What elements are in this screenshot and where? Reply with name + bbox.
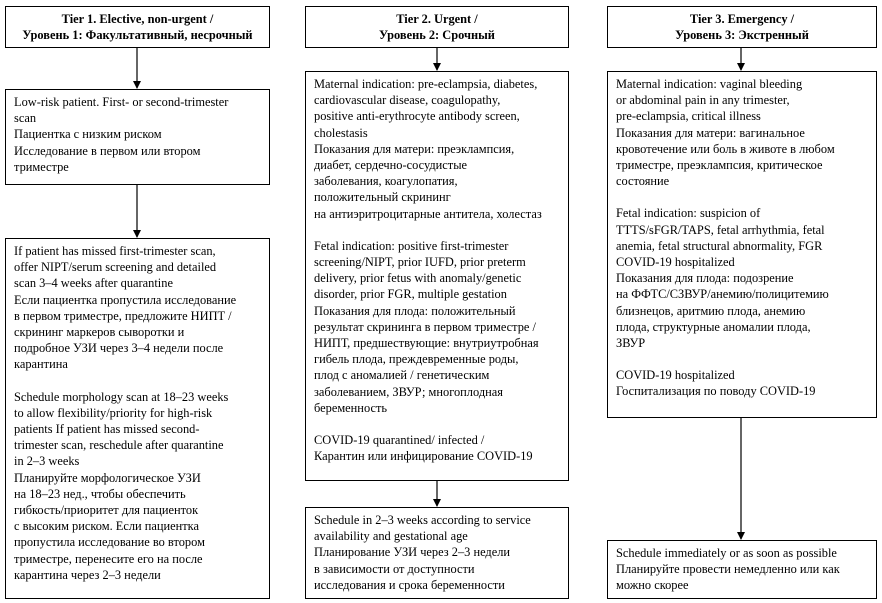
box-text-line: availability and gestational age bbox=[314, 529, 468, 544]
box-text-line: COVID-19 hospitalized bbox=[616, 368, 735, 383]
box-text-line: результат скрининга в первом триместре / bbox=[314, 319, 536, 334]
box-text-line: cholestasis bbox=[314, 125, 368, 140]
box-text-line: исследования и срока беременности bbox=[314, 577, 505, 592]
box-text-line: disorder, prior FGR, multiple gestation bbox=[314, 287, 507, 302]
box-text-line: кровотечение или боль в животе в любом bbox=[616, 141, 835, 156]
tier3-indications-box bbox=[607, 71, 877, 418]
box-text-line: Исследование в первом или втором bbox=[14, 143, 201, 158]
box-text-line: на 18–23 нед., чтобы обеспечить bbox=[14, 486, 186, 501]
paragraph-gap bbox=[616, 351, 870, 367]
box-text-line: patients If patient has missed second- bbox=[14, 422, 200, 437]
tier2-header-line: Уровень 2: Срочный bbox=[379, 28, 495, 42]
box-text-line: можно скорее bbox=[616, 578, 689, 593]
box-text-line: плода, структурные аномалии плода, bbox=[616, 319, 811, 334]
box-text-line: Fetal indication: suspicion of bbox=[616, 206, 761, 221]
box-text-line: Госпитализация по поводу COVID-19 bbox=[616, 384, 816, 399]
box-text-line: близнецов, аритмию плода, анемию bbox=[616, 303, 806, 318]
box-text-line: Maternal indication: pre-eclampsia, diabetes, bbox=[314, 77, 538, 91]
tier3-header-line: Tier 3. Emergency / bbox=[689, 12, 795, 26]
box-text-line: беременность bbox=[314, 400, 388, 415]
box-text-line: триместре, преэклампсия, критическое bbox=[616, 158, 823, 173]
box-text-line: Maternal indication: vaginal bleeding bbox=[616, 77, 803, 91]
box-text-line: Показания для матери: вагинальное bbox=[616, 125, 805, 140]
box-text-line: Показания для плода: подозрение bbox=[616, 271, 794, 286]
box-text-line: in 2–3 weeks bbox=[14, 454, 80, 469]
box-text-line: Если пациентка пропустила исследование bbox=[14, 292, 237, 307]
tier2-indications-box bbox=[305, 71, 569, 481]
box-text-line: скрининг маркеров сыворотки и bbox=[14, 325, 185, 340]
tier1-header-line: Tier 1. Elective, non-urgent / bbox=[61, 12, 214, 26]
tier1-missed-scan-box bbox=[5, 238, 270, 599]
box-text-line: диабет, сердечно-сосудистые bbox=[314, 158, 468, 173]
box-text-line: в зависимости от доступности bbox=[314, 561, 475, 576]
box-text-line: заболеванием, ЗВУР; многоплодная bbox=[314, 384, 503, 399]
tier3-header-line: Уровень 3: Экстренный bbox=[675, 28, 809, 42]
box-text-line: положительный скрининг bbox=[314, 190, 451, 205]
box-text-line: карантина через 2–3 недели bbox=[14, 567, 161, 582]
paragraph-gap bbox=[616, 189, 870, 205]
box-text-line: scan bbox=[14, 111, 37, 126]
tier2-schedule-box bbox=[305, 507, 569, 599]
box-text-line: scan 3–4 weeks after quarantine bbox=[14, 276, 173, 291]
box-text-line: пропустила исследование во втором bbox=[14, 535, 205, 550]
box-text-line: Планирование УЗИ через 2–3 недели bbox=[314, 545, 511, 560]
box-text-line: подробное УЗИ через 3–4 недели после bbox=[14, 341, 224, 356]
box-text-line: на ФФТС/СЗВУР/анемию/полицитемию bbox=[616, 287, 829, 302]
box-text-line: offer NIPT/serum screening and detailed bbox=[14, 260, 217, 275]
box-text-line: to allow flexibility/priority for high-risk bbox=[14, 405, 213, 420]
tier1-header-line: Уровень 1: Факультативный, несрочный bbox=[22, 28, 253, 42]
box-text-line: Пациентка с низким риском bbox=[14, 127, 162, 142]
box-text-line: delivery, prior fetus with anomaly/genetic bbox=[314, 271, 522, 286]
tier2-header bbox=[305, 6, 569, 48]
box-text-line: Schedule morphology scan at 18–23 weeks bbox=[14, 389, 229, 404]
box-text-line: pre-eclampsia, critical illness bbox=[616, 109, 761, 124]
box-text-line: Показания для матери: преэклампсия, bbox=[314, 141, 515, 156]
box-text-line: на антиэритроцитарные антитела, холестаз bbox=[314, 206, 542, 221]
box-text-line: Schedule immediately or as soon as possible bbox=[616, 546, 837, 560]
box-text-line: плод с аномалией / генетическим bbox=[314, 368, 490, 383]
paragraph-gap bbox=[314, 416, 562, 432]
box-text-line: с высоким риском. Если пациентка bbox=[14, 519, 200, 534]
paragraph-gap bbox=[314, 222, 562, 238]
box-text-line: триместре, перенесите его на после bbox=[14, 551, 203, 566]
box-text-line: anemia, fetal structural abnormality, FGR bbox=[616, 238, 823, 253]
box-text-line: в первом триместре, предложите НИПТ / bbox=[14, 308, 232, 323]
box-text-line: гибкость/приоритет для пациенток bbox=[14, 503, 199, 518]
box-text-line: НИПТ, предшествующие: внутриутробная bbox=[314, 336, 539, 351]
box-text-line: COVID-19 quarantined/ infected / bbox=[314, 433, 485, 448]
paragraph-gap bbox=[14, 373, 263, 389]
tier1-low-risk-box bbox=[5, 89, 270, 185]
box-text-line: состояние bbox=[616, 174, 670, 189]
box-text-line: If patient has missed first-trimester scan, bbox=[14, 244, 216, 258]
box-text-line: Показания для плода: положительный bbox=[314, 303, 516, 318]
box-text-line: cardiovascular disease, coagulopathy, bbox=[314, 93, 501, 108]
box-text-line: Планируйте морфологическое УЗИ bbox=[14, 470, 201, 485]
box-text-line: гибель плода, преждевременные роды, bbox=[314, 352, 519, 367]
box-text-line: Schedule in 2–3 weeks according to service bbox=[314, 513, 531, 527]
box-text-line: заболевания, коагулопатия, bbox=[314, 174, 458, 189]
tier3-schedule-box bbox=[607, 540, 877, 599]
box-text-line: карантина bbox=[14, 357, 68, 372]
tier2-header-line: Tier 2. Urgent / bbox=[396, 12, 478, 26]
box-text-line: or abdominal pain in any trimester, bbox=[616, 93, 790, 108]
box-text-line: TTTS/sFGR/TAPS, fetal arrhythmia, fetal bbox=[616, 222, 825, 237]
tier1-header bbox=[5, 6, 270, 48]
box-text-line: Low-risk patient. First- or second-trimester bbox=[14, 95, 229, 109]
box-text-line: триместре bbox=[14, 159, 69, 174]
box-text-line: Fetal indication: positive first-trimester bbox=[314, 238, 509, 253]
box-text-line: ЗВУР bbox=[616, 336, 646, 351]
box-text-line: trimester scan, reschedule after quarantine bbox=[14, 438, 224, 453]
box-text-line: screening/NIPT, prior IUFD, prior preterm bbox=[314, 255, 526, 270]
box-text-line: positive anti-erythrocyte antibody screen, bbox=[314, 109, 520, 124]
tier3-header bbox=[607, 6, 877, 48]
box-text-line: Карантин или инфицирование COVID-19 bbox=[314, 449, 533, 464]
box-text-line: COVID-19 hospitalized bbox=[616, 255, 735, 270]
box-text-line: Планируйте провести немедленно или как bbox=[616, 562, 840, 577]
